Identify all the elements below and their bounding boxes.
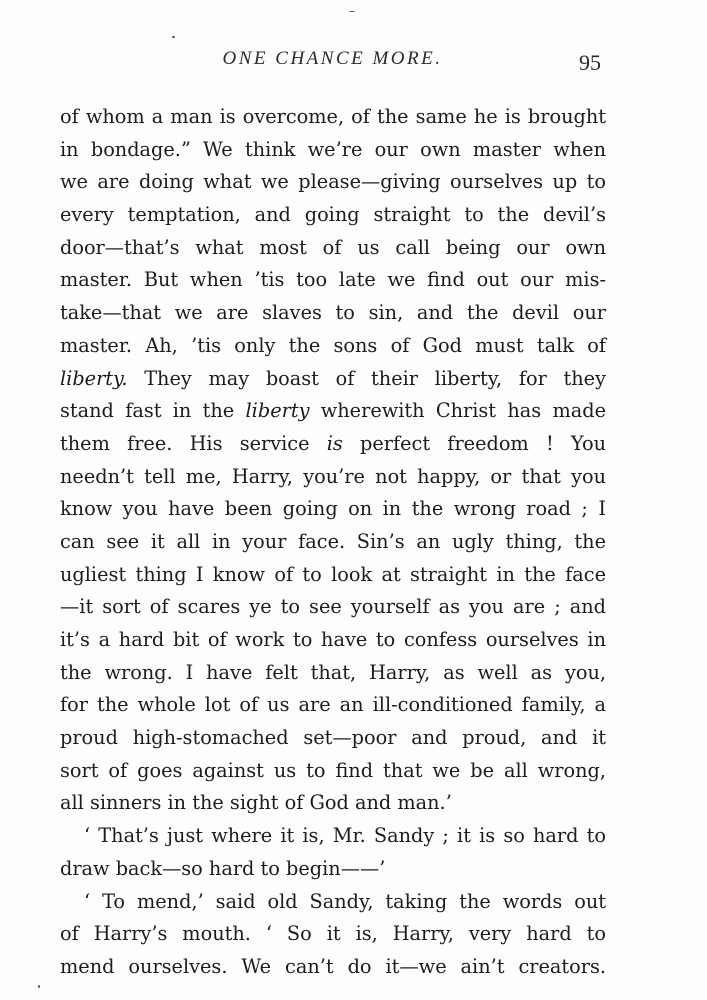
text-line: —it sort of scares ye to see yourself as you are ; and: [60, 595, 606, 619]
text-line: of whom a man is overcome, of the same he is brought: [60, 105, 606, 128]
page-header: [60, 48, 605, 80]
print-speck: [349, 11, 355, 12]
print-speck: [172, 36, 175, 38]
text-line: stand fast in the liberty wherewith Christ has made: [60, 399, 606, 423]
text-line: door—that’s what most of us call being our own: [60, 235, 606, 259]
page-number: 95: [579, 50, 601, 75]
text-line: the wrong. I have felt that, Harry, as well as you,: [60, 660, 606, 684]
text-line: ugliest thing I know of to look at straight in the face: [60, 562, 606, 586]
text-line: master. But when ’tis too late we find out our mis-: [60, 268, 606, 292]
text-line: them free. His service is perfect freedom ! You: [60, 431, 606, 455]
italic-word: is: [326, 431, 343, 455]
text-line: proud high-stomached set—poor and proud, and it: [60, 726, 606, 750]
text-line: every temptation, and going straight to the devil’s: [60, 203, 606, 227]
text-line: mend ourselves. We can’t do it—we ain’t creators.: [60, 954, 606, 978]
text-line: needn’t tell me, Harry, you’re not happy, or that you: [60, 464, 606, 488]
text-line: master. Ah, ’tis only the sons of God must talk of: [60, 333, 606, 357]
text-line: in bondage.” We think we’re our own master when: [60, 137, 606, 161]
text-line: take—that we are slaves to sin, and the devil our: [60, 301, 606, 325]
text-line: all sinners in the sight of God and man.’: [60, 791, 452, 815]
text-line: liberty. They may boast of their liberty, for they: [60, 366, 606, 390]
text-line: know you have been going on in the wrong road ; I: [60, 497, 606, 521]
text-line: it’s a hard bit of work to have to confess ourselves in: [60, 628, 606, 651]
print-speck: [38, 985, 40, 988]
text-line: ‘ To mend,’ said old Sandy, taking the words out: [84, 889, 606, 913]
text-line: draw back—so hard to begin——’: [60, 856, 386, 880]
text-line: of Harry’s mouth. ‘ So it is, Harry, very hard to: [60, 922, 606, 946]
text-line: we are doing what we please—giving ourselves up to: [60, 170, 606, 194]
italic-word: liberty: [245, 399, 310, 423]
text-line: sort of goes against us to find that we be all wrong,: [60, 758, 606, 782]
text-line: for the whole lot of us are an ill-conditioned family, a: [60, 693, 606, 717]
italic-word: liberty.: [60, 366, 128, 390]
running-title: ONE CHANCE MORE.: [222, 48, 443, 69]
text-line: can see it all in your face. Sin’s an ugly thing, the: [60, 529, 606, 553]
body-text: [60, 101, 606, 984]
text-line: ‘ That’s just where it is, Mr. Sandy ; it is so hard to: [84, 824, 606, 848]
